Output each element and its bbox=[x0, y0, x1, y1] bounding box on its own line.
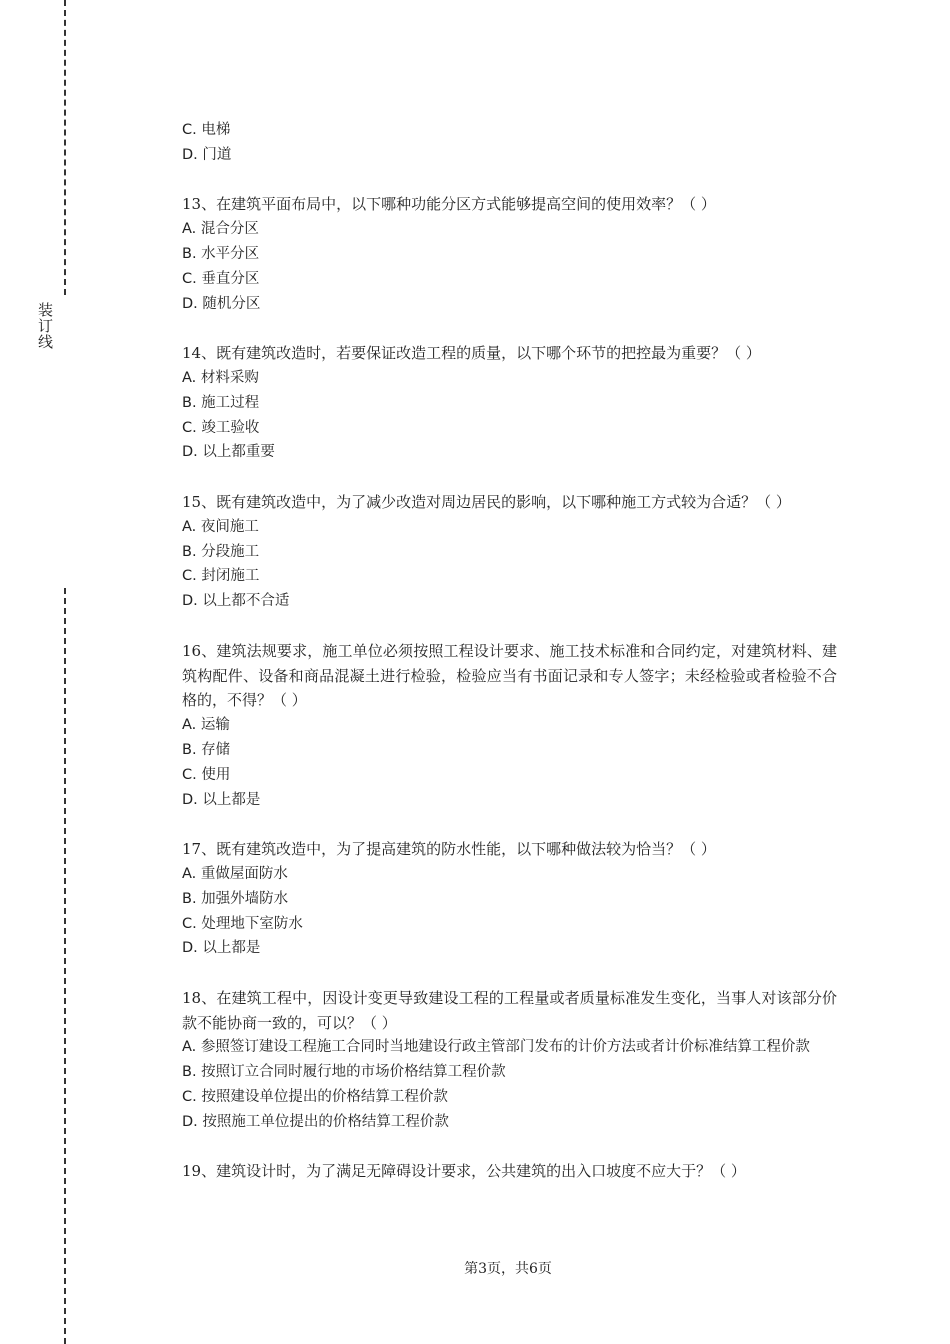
continued-option-d: D. 门道 bbox=[182, 146, 232, 163]
option-c: C. 竣工验收 bbox=[182, 419, 260, 436]
option-c: C. 处理地下室防水 bbox=[182, 915, 303, 932]
question-14 bbox=[182, 341, 837, 465]
option-c: C. 封闭施工 bbox=[182, 568, 260, 585]
option-d: D. 随机分区 bbox=[182, 295, 261, 312]
question-stem: 15、既有建筑改造中，为了减少改造对周边居民的影响，以下哪种施工方式较为合适？（ ） bbox=[182, 492, 791, 511]
option-d: D. 以上都重要 bbox=[182, 444, 275, 461]
question-stem: 14、既有建筑改造时，若要保证改造工程的质量，以下哪个环节的把控最为重要？（ ） bbox=[182, 344, 761, 363]
option-a: A. 重做屋面防水 bbox=[182, 865, 288, 882]
page-number: 第3页，共6页 bbox=[464, 1261, 552, 1277]
option-c: C. 垂直分区 bbox=[182, 270, 260, 287]
option-a: A. 运输 bbox=[182, 717, 230, 734]
option-d: D. 以上都是 bbox=[182, 940, 261, 957]
option-d: D. 以上都不合适 bbox=[182, 593, 290, 610]
question-content bbox=[182, 118, 837, 1184]
binding-line-label: 装订线 bbox=[36, 302, 54, 350]
question-16 bbox=[182, 639, 837, 813]
binding-dashed-line-bottom bbox=[64, 588, 66, 1344]
option-a: A. 材料采购 bbox=[182, 369, 259, 386]
question-15 bbox=[182, 490, 837, 614]
binding-dashed-line-top bbox=[64, 0, 66, 295]
option-d: D. 按照施工单位提出的价格结算工程价款 bbox=[182, 1113, 449, 1130]
option-b: B. 按照订立合同时履行地的市场价格结算工程价款 bbox=[182, 1064, 506, 1081]
question-18 bbox=[182, 986, 837, 1135]
continued-option-c: C. 电梯 bbox=[182, 122, 231, 138]
question-stem: 13、在建筑平面布局中，以下哪种功能分区方式能够提高空间的使用效率？（ ） bbox=[182, 195, 716, 214]
option-a: A. 夜间施工 bbox=[182, 518, 259, 535]
option-c: C. 按照建设单位提出的价格结算工程价款 bbox=[182, 1089, 448, 1106]
question-13 bbox=[182, 192, 837, 316]
option-b: B. 分段施工 bbox=[182, 543, 260, 560]
question-stem: 18、在建筑工程中，因设计变更导致建设工程的工程量或者质量标准发生变化，当事人对该部分价款不能协商一致的，可以？（ ） bbox=[182, 988, 837, 1032]
question-stem: 16、建筑法规要求，施工单位必须按照工程设计要求、施工技术标准和合同约定，对建筑材料、建筑构配件、设备和商品混凝土进行检验，检验应当有书面记录和专人签字；未经检验或者检验不合格的，不得？（ ） bbox=[182, 641, 837, 710]
question-19 bbox=[182, 1159, 837, 1184]
option-d: D. 以上都是 bbox=[182, 791, 261, 808]
question-stem: 17、既有建筑改造中，为了提高建筑的防水性能，以下哪种做法较为恰当？（ ） bbox=[182, 840, 716, 859]
option-a: A. 混合分区 bbox=[182, 221, 259, 238]
option-b: B. 存储 bbox=[182, 741, 231, 758]
question-17 bbox=[182, 837, 837, 961]
option-a: A. 参照签订建设工程施工合同时当地建设行政主管部门发布的计价方法或者计价标准结算工程价款 bbox=[182, 1039, 810, 1056]
option-b: B. 水平分区 bbox=[182, 245, 260, 262]
option-b: B. 施工过程 bbox=[182, 394, 260, 411]
question-stem: 19、建筑设计时，为了满足无障碍设计要求，公共建筑的出入口坡度不应大于？（ ） bbox=[182, 1162, 746, 1181]
option-b: B. 加强外墙防水 bbox=[182, 890, 289, 907]
option-c: C. 使用 bbox=[182, 766, 231, 783]
